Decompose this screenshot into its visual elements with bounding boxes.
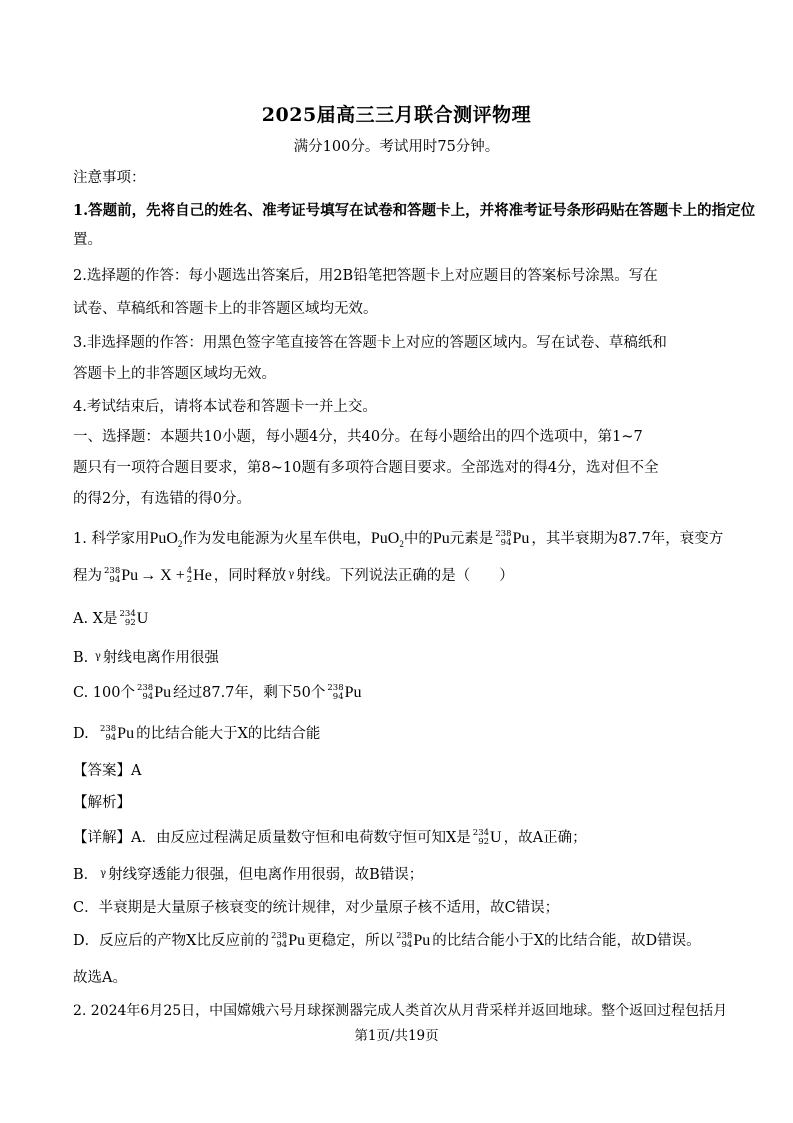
pu238-nuclide-c2: 238 94 Pu [327, 683, 362, 702]
u234-nuclide: 234 92 U [119, 609, 149, 628]
notice-item-2-line-1: 2.选择题的作答：每小题选出答案后，用2B铅笔把答题卡上对应题目的答案标号涂黑。写在 [73, 268, 658, 284]
q1-stem-part-6: 程为 [73, 568, 102, 584]
pu238-nuclide-eq: 238 94 Pu [104, 566, 139, 585]
pu238-nuclide-d: 238 94 Pu [99, 724, 135, 743]
notice-item-4: 4.考试结束后，请将本试卷和答题卡一并上交。 [73, 399, 377, 415]
notice-item-1-text-1: 1.答题前，先将自己的姓名、准考证号填写在试卷和答题卡上，并将准考证号条形码贴在答题卡上的指定位 [73, 202, 756, 219]
q1-option-a [73, 609, 723, 629]
q1-detail-d [73, 931, 723, 951]
gamma-symbol: γ [288, 569, 295, 580]
q1-conclusion: 故选A。 [73, 970, 127, 986]
puo2-formula: PuO$_2$ [149, 530, 183, 550]
gamma-symbol-detail: γ [100, 868, 107, 879]
q1-stem-line-1 [73, 529, 723, 554]
q1-option-c [73, 683, 723, 703]
q1-detail-a-text-1: 【详解】A．由反应过程满足质量数守恒和电荷数守恒可知X是 [73, 830, 471, 846]
pu238-nuclide-detail-1: 238 94 Pu [270, 931, 306, 950]
section-1-line-2: 题只有一项符合题目要求，第8~10题有多项符合题目要求。全部选对的得4分，选对但不全 [73, 460, 659, 476]
page-number: 第1页/共19页 [354, 1028, 439, 1044]
decay-arrow: → X + [140, 567, 185, 584]
notice-heading: 注意事项： [73, 170, 146, 186]
q1-stem-part-2: 作为发电能源为火星车供电， [182, 531, 371, 547]
q1-option-d-text: 的比结合能大于X的比结合能 [136, 726, 321, 742]
q2-stem-line-1: 2. 2024年6月25日，中国嫦娥六号月球探测器完成人类首次从月背采样并返回地球。整个返回过程包括月 [73, 1003, 728, 1019]
q1-detail-a [73, 828, 723, 848]
q1-option-c-text-1: C. 100个 [73, 685, 135, 701]
notice-item-3-line-1: 3.非选择题的作答：用黑色签字笔直接答在答题卡上对应的答题区域内。写在试卷、草稿纸和 [73, 335, 667, 351]
notice-item-1-line-2: 置。 [73, 232, 102, 248]
page-title: 2025届高三三月联合测评物理 [261, 104, 532, 126]
q1-detail-d-text-2: 更稳定，所以 [307, 933, 395, 949]
q1-stem-part-3: 中的 [403, 531, 433, 547]
q1-detail-c: C．半衰期是大量原子核衰变的统计规律，对少量原子核不适用，故C错误； [73, 900, 560, 916]
q1-stem-part-7: ，同时释放 [213, 568, 287, 584]
notice-item-1-line-1 [73, 201, 756, 221]
q1-option-b-label: B. [73, 650, 89, 666]
q1-analysis-heading: 【解析】 [73, 795, 131, 811]
he4-nuclide: 4 2 He [186, 566, 212, 585]
q1-option-c-text-2: 经过87.7年，剩下50个 [173, 685, 326, 701]
q1-stem-part-5: ，其半衰期为87.7年，衰变方 [531, 531, 724, 547]
section-1-line-1: 一、选择题：本题共10小题，每小题4分，共40分。在每小题给出的四个选项中，第1~7 [73, 429, 643, 445]
q1-answer: 【答案】A [73, 763, 142, 779]
u234-nuclide-detail: 234 92 U [472, 828, 502, 847]
q1-detail-b-label: B． [73, 867, 99, 883]
q1-detail-a-text-2: ，故A正确； [503, 830, 587, 846]
pu238-nuclide-detail-2: 238 94 Pu [396, 931, 431, 950]
q1-option-d [73, 724, 723, 744]
q1-option-a-text: A. X是 [73, 611, 118, 627]
notice-item-2-line-2: 试卷、草稿纸和答题卡上的非答题区域均无效。 [73, 301, 378, 317]
q1-detail-b [73, 864, 723, 885]
pu238-nuclide-c1: 238 94 Pu [136, 683, 172, 702]
pu238-nuclide: 238 94 Pu [495, 529, 530, 548]
notice-item-3-line-2: 答题卡上的非答题区域均无效。 [73, 366, 276, 382]
q1-option-b [73, 647, 723, 668]
q1-option-d-label: D. [73, 726, 89, 742]
q1-detail-b-text: 射线穿透能力很强，但电离作用很弱，故B错误； [108, 867, 424, 883]
q1-stem-line-2 [73, 565, 723, 586]
q1-option-b-text: 射线电离作用很强 [102, 650, 219, 666]
q1-stem-part-4: 元素是 [449, 531, 494, 547]
gamma-symbol-b: γ [94, 651, 101, 662]
q1-stem-part-8: 射线。下列说法正确的是（ ） [296, 568, 514, 584]
pu-symbol: Pu [432, 530, 450, 547]
exam-subtitle: 满分100分。考试用时75分钟。 [293, 139, 500, 155]
puo2-formula-2: PuO$_2$ [370, 530, 404, 550]
q1-detail-d-text-1: D．反应后的产物X比反应前的 [73, 933, 269, 949]
q1-detail-d-text-3: 的比结合能小于X的比结合能，故D错误。 [432, 933, 701, 949]
section-1-line-3: 的得2分，有选错的得0分。 [73, 491, 251, 507]
q1-stem-part-1: 1. 科学家用 [73, 531, 150, 547]
